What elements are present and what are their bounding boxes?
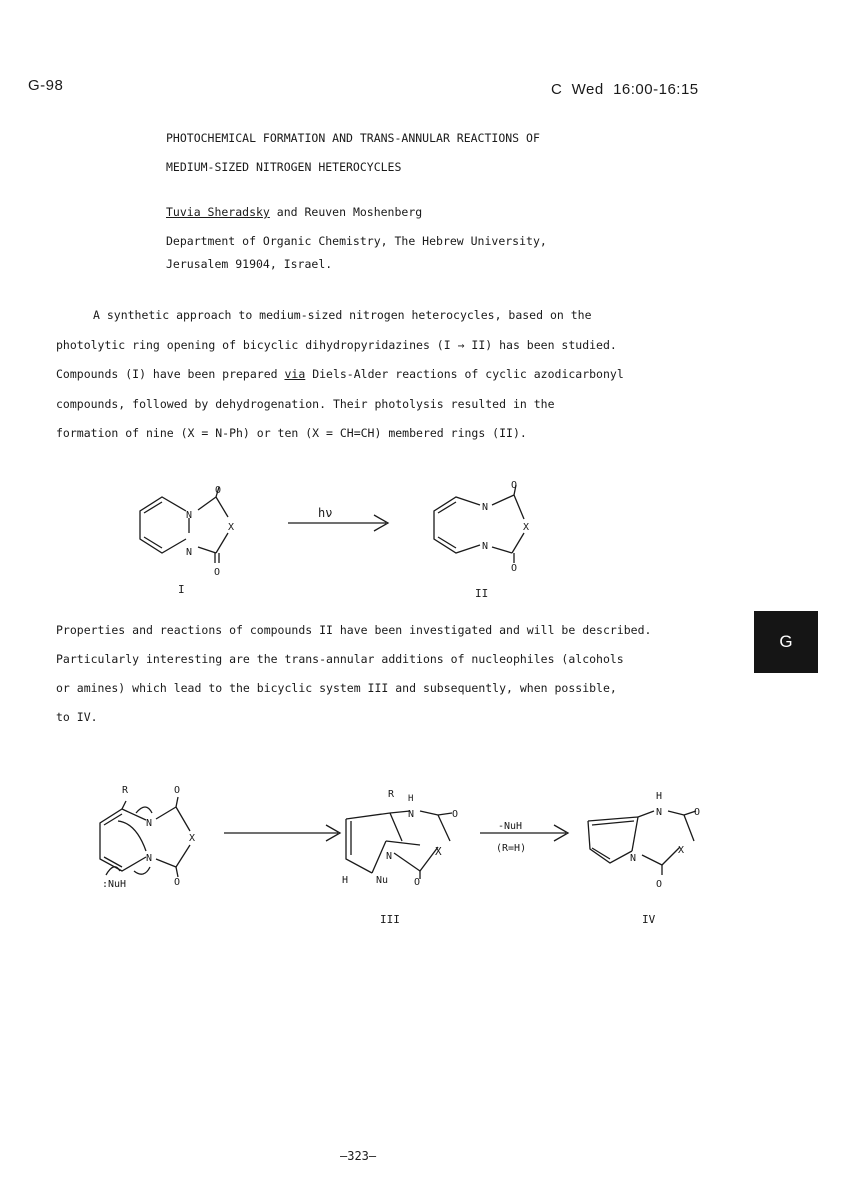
- atom-N: N: [146, 853, 153, 864]
- atom-O: O: [452, 809, 459, 820]
- atom-X: X: [228, 522, 235, 533]
- p2-line-4: to IV.: [56, 710, 98, 724]
- atom-N: N: [482, 502, 489, 513]
- p1-line-3b: Diels-Alder reactions of cyclic azodicarbonyl: [305, 367, 624, 381]
- arrow2-bottom-label: (R=H): [496, 843, 527, 854]
- atom-N: N: [656, 807, 663, 818]
- compound-II-structure: [434, 480, 529, 600]
- atom-O: O: [414, 877, 421, 888]
- atom-X: X: [189, 833, 196, 844]
- scheme-2: [90, 775, 720, 935]
- atom-R: R: [388, 789, 395, 800]
- atom-O: O: [656, 879, 663, 890]
- atom-Nu: Nu: [376, 875, 389, 886]
- title-line-1: PHOTOCHEMICAL FORMATION AND TRANS-ANNULAR REACTIONS OF: [166, 131, 540, 145]
- compound-I-structure: [140, 485, 234, 596]
- p1-line-3: [56, 367, 624, 381]
- atom-N: N: [186, 510, 193, 521]
- section-tab-G: G: [754, 611, 818, 673]
- label-compound-II: II: [475, 587, 489, 600]
- session-time: C Wed 16:00-16:15: [551, 81, 699, 98]
- p1-line-5: formation of nine (X = N-Ph) or ten (X = CH=CH) membered rings (II).: [56, 426, 527, 440]
- atom-O: O: [214, 567, 221, 578]
- atom-H: H: [342, 875, 349, 886]
- compound-III-structure: [342, 789, 458, 926]
- atom-N: N: [482, 541, 489, 552]
- atom-R: R: [122, 785, 129, 796]
- atom-N: N: [408, 809, 415, 820]
- affiliation-line-2: Jerusalem 91904, Israel.: [166, 257, 333, 271]
- atom-H: H: [408, 794, 414, 804]
- presenting-author: Tuvia Sheradsky: [166, 205, 270, 219]
- atom-O: O: [511, 563, 518, 574]
- atom-O: O: [694, 807, 701, 818]
- atom-X: X: [435, 845, 442, 858]
- arrow2-top-label: -NuH: [498, 821, 523, 832]
- label-compound-III: III: [380, 913, 400, 926]
- affiliation-line-1: Department of Organic Chemistry, The Hebrew University,: [166, 234, 547, 248]
- p2-line-3: or amines) which lead to the bicyclic system III and subsequently, when possible,: [56, 681, 617, 695]
- p1-line-2: photolytic ring opening of bicyclic dihydropyridazines (I → II) has been studied.: [56, 338, 617, 352]
- p1-line-4: compounds, followed by dehydrogenation. Their photolysis resulted in the: [56, 397, 555, 411]
- atom-N: N: [186, 547, 193, 558]
- label-compound-IV: IV: [642, 913, 656, 926]
- atom-O: O: [174, 785, 181, 796]
- nucleophile-label: :NuH: [102, 879, 127, 890]
- atom-H: H: [656, 791, 663, 802]
- atom-N: N: [386, 851, 393, 862]
- atom-O: O: [511, 480, 518, 491]
- p1-line-3a: Compounds (I) have been prepared: [56, 367, 285, 381]
- label-compound-I: I: [178, 583, 185, 596]
- authors: [166, 205, 422, 219]
- p1-line-1: A synthetic approach to medium-sized nitrogen heterocycles, based on the: [93, 308, 592, 322]
- arrow-label-hv: hν: [318, 506, 333, 520]
- p2-line-2: Particularly interesting are the trans-annular additions of nucleophiles (alcohols: [56, 652, 624, 666]
- via-word: via: [284, 367, 306, 381]
- atom-N: N: [630, 853, 637, 864]
- title-line-2: MEDIUM-SIZED NITROGEN HETEROCYCLES: [166, 160, 402, 174]
- atom-X: X: [678, 845, 685, 856]
- p2-line-1: Properties and reactions of compounds II have been investigated and will be described.: [56, 623, 652, 637]
- atom-X: X: [523, 522, 530, 533]
- co-author: and Reuven Moshenberg: [269, 205, 423, 219]
- scheme-1: [120, 475, 560, 605]
- compound-IV-structure: [588, 791, 700, 926]
- page-number: —323—: [340, 1149, 377, 1163]
- atom-O: O: [174, 877, 181, 888]
- atom-N: N: [146, 818, 153, 829]
- atom-O: O: [215, 485, 222, 496]
- compound-II-substituted-structure: [100, 785, 195, 890]
- session-code: G-98: [28, 77, 64, 94]
